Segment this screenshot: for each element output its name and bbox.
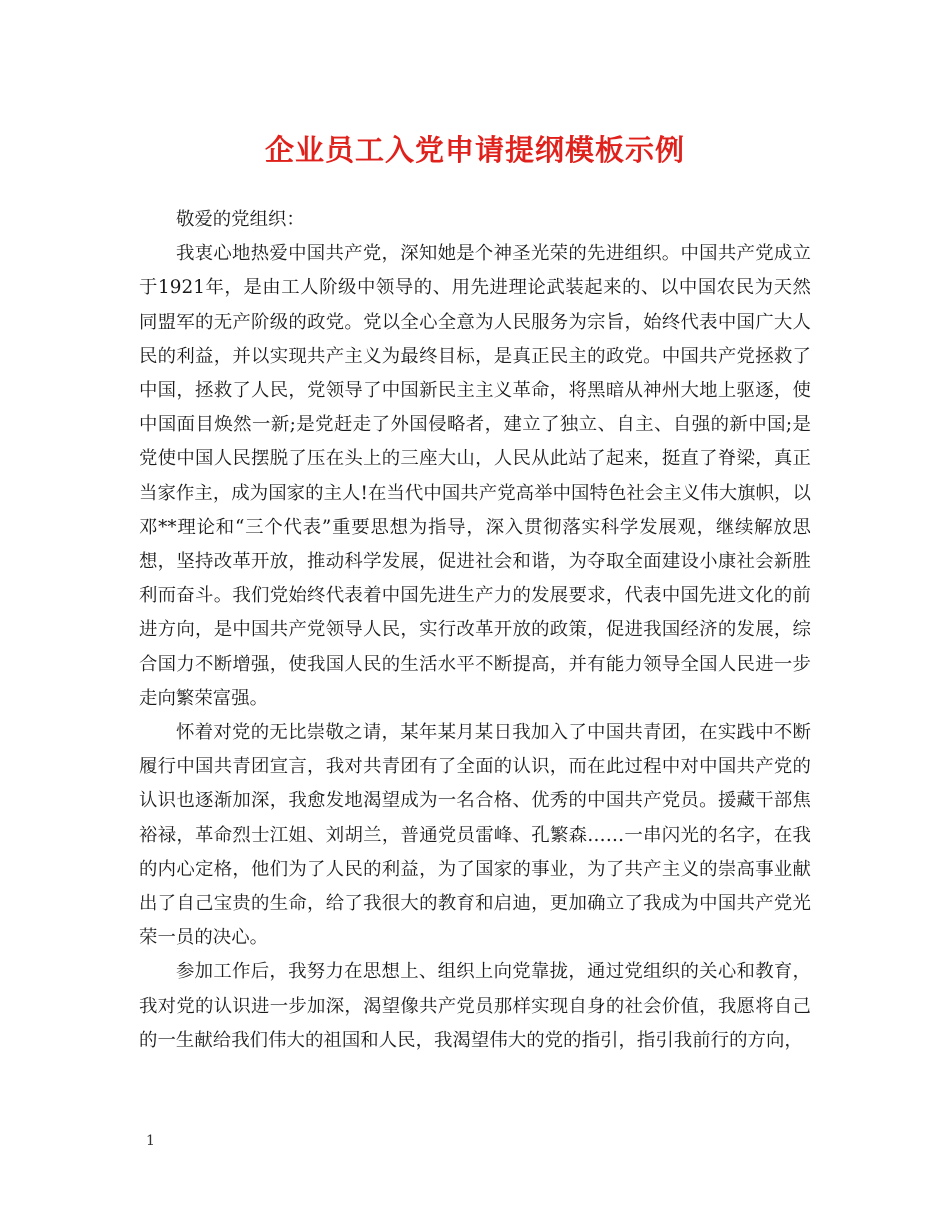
paragraph-1: 我衷心地热爱中国共产党，深知她是个神圣光荣的先进组织。中国共产党成立于1921年，是由工人阶级中领导的、用先进理论武装起来的、以中国农民为天然同盟军的无产阶级的政党。党以全心全意为人民服务为宗旨，始终代表中国广大人民的利益，并以实现共产主义为最终目标，是真正民主的政党。中国共产党拯救了中国，拯救了人民，党领导了中国新民主主义革命，将黑暗从神州大地上驱逐，使中国面目焕然一新;是党赶走了外国侵略者，建立了独立、自主、自强的新中国;是党使中国人民摆脱了压在头上的三座大山，人民从此站了起来，挺直了脊梁，真正当家作主，成为国家的主人!在当代中国共产党高举中国特色社会主义伟大旗帜，以邓**理论和“三个代表”重要思想为指导，深入贯彻落实科学发展观，继续解放思想，坚持改革开放，推动科学发展，促进社会和谐，为夺取全面建设小康社会新胜利而奋斗。我们党始终代表着中国先进生产力的发展要求，代表中国先进文化的前进方向，是中国共产党领导人民，实行改革开放的政策，促进我国经济的发展，综合国力不断增强，使我国人民的生活水平不断提高，并有能力领导全国人民进一步走向繁荣富强。 xyxy=(139,243,811,709)
salutation: 敬爱的党组织： xyxy=(176,209,305,230)
document-title: 企业员工入党申请提纲模板示例 xyxy=(264,133,685,167)
page-number: 1 xyxy=(146,1133,155,1149)
document-body xyxy=(139,203,811,1058)
paragraph-3: 参加工作后，我努力在思想上、组织上向党靠拢，通过党组织的关心和教育，我对党的认识进一步加深，渴望像共产党员那样实现自身的社会价值，我愿将自己的一生献给我们伟大的祖国和人民，我渴望伟大的党的指引，指引我前行的方向， xyxy=(139,961,811,1051)
paragraph-2: 怀着对党的无比崇敬之请，某年某月某日我加入了中国共青团，在实践中不断履行中国共青团宣言，我对共青团有了全面的认识，而在此过程中对中国共产党的认识也逐渐加深，我愈发地渴望成为一名合格、优秀的中国共产党员。援藏干部焦裕禄，革命烈士江姐、刘胡兰，普通党员雷峰、孔繁森……一串闪光的名字，在我的内心定格，他们为了人民的利益，为了国家的事业，为了共产主义的崇高事业献出了自己宝贵的生命，给了我很大的教育和启迪，更加确立了我成为中国共产党光荣一员的决心。 xyxy=(139,722,811,949)
